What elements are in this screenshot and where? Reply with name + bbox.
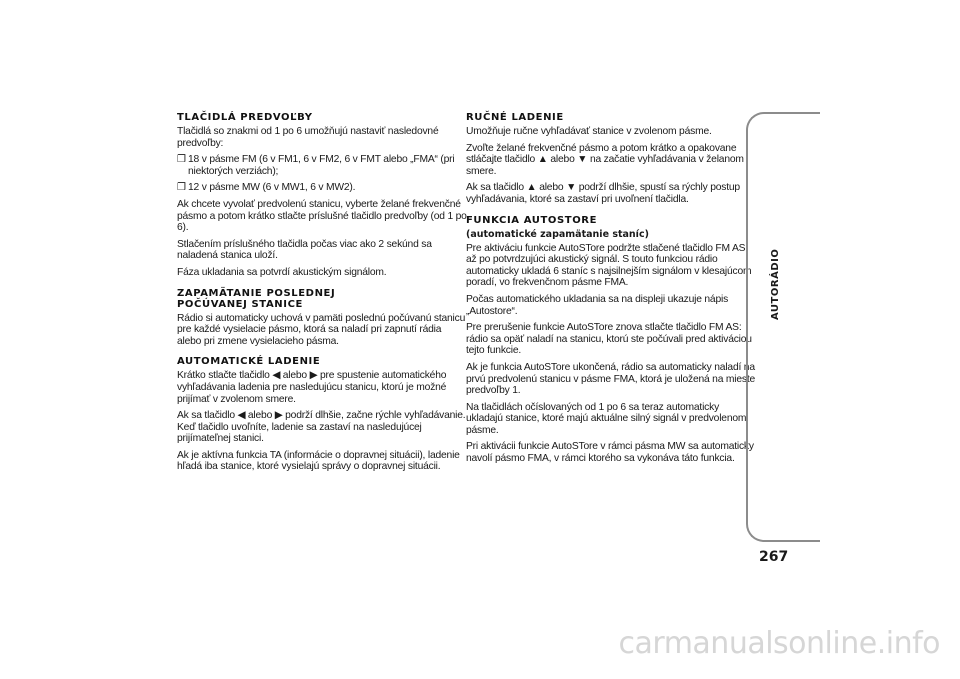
heading-memory-line-1: ZAPAMÄTANIE POSLEDNEJ — [177, 287, 336, 299]
auto-tuning-paragraph-1 — [177, 370, 467, 405]
down-arrow-icon: ▼ — [577, 154, 588, 166]
auto-tuning-p1-text-a: Krátko stlačte tlačidlo — [177, 370, 273, 382]
watermark: carmanualsonline.info — [618, 626, 940, 661]
autostore-paragraph-2: Počas automatického ukladania sa na displeji ukazuje nápis „Autostore“. — [466, 293, 729, 317]
heading-manual-tuning: RUČNÉ LADENIE — [466, 112, 564, 123]
manual-paragraph-2 — [466, 143, 756, 178]
right-arrow-icon: ▶ — [274, 410, 283, 422]
list-item — [177, 182, 467, 194]
left-arrow-icon: ◀ — [237, 410, 246, 422]
left-arrow-icon: ◀ — [272, 370, 281, 382]
autostore-paragraph-1: Pre aktiváciu funkcie AutoSTore podržte stlačené tlačidlo FM AS až po potvrdzujúci akustický signál. S touto funkciou rádio automaticky ukladá 6 staníc s najsilnejším signálom v klesajúcom poradí, vo frekvenčnom pásme FMA. — [466, 242, 752, 289]
section-manual-tuning — [466, 112, 756, 206]
manual-p2-text-b: alebo — [547, 154, 578, 166]
autostore-paragraph-4: Ak je funkcia AutoSTore ukončená, rádio sa automaticky naladí na prvú predvolenú stanicu v pásme FMA, ktorá je uložená na mieste predvoľby 1. — [466, 361, 756, 397]
section-presets — [177, 112, 467, 279]
manual-p2-text-a: Zvoľte želané frekvenčné pásmo a potom krátko a opakovane stláčajte tlačidlo — [466, 142, 737, 166]
presets-paragraph-4: Fáza ukladania sa potvrdí akustickým signálom. — [177, 266, 387, 278]
checkbox-bullet-icon: ❒ — [177, 182, 186, 194]
down-arrow-icon: ▼ — [566, 182, 577, 194]
manual-p3-text-b: alebo — [536, 182, 567, 194]
side-tab-label: AUTORÁDIO — [770, 248, 781, 320]
right-column — [466, 112, 756, 474]
manual-p2-text-c: na začatie vyhľadávania v želanom smere. — [466, 154, 744, 177]
checkbox-bullet-icon: ❒ — [177, 154, 186, 166]
auto-tuning-paragraph-2 — [177, 410, 467, 445]
autostore-paragraph-6: Pri aktivácii funkcie AutoSTore v rámci pásma MW sa automaticky navolí pásmo FMA, v rámci ktorého sa vykonáva táto funkcia. — [466, 441, 754, 465]
auto-tuning-p1-text-b: alebo — [280, 370, 310, 382]
presets-paragraph-1: Tlačidlá so znakmi od 1 po 6 umožňujú nastaviť nasledovné predvoľby: — [177, 126, 439, 149]
heading-memory-line-2: POČÚVANEJ STANICE — [177, 298, 303, 310]
bullet-text-fm: 18 v pásme FM (6 v FM1, 6 v FM2, 6 v FMT alebo „FMA“ (pri niektorých verziách); — [188, 154, 455, 177]
right-arrow-icon: ▶ — [309, 370, 318, 382]
manual-paragraph-3 — [466, 182, 756, 205]
page-number: 267 — [759, 549, 789, 565]
presets-paragraph-3: Stlačením príslušného tlačidla počas viac ako 2 sekúnd sa naladená stanica uloží. — [177, 238, 432, 262]
left-column — [177, 112, 467, 482]
up-arrow-icon: ▲ — [537, 154, 548, 166]
bullet-text-mw: 12 v pásme MW (6 v MW1, 6 v MW2). — [188, 182, 356, 194]
heading-memory — [177, 288, 467, 310]
manual-paragraph-1: Umožňuje ručne vyhľadávať stanice v zvolenom pásme. — [466, 126, 712, 137]
auto-tuning-p2-text-a: Ak sa tlačidlo — [177, 410, 238, 422]
autostore-paragraph-3: Pre prerušenie funkcie AutoSTore znova stlačte tlačidlo FM AS: rádio sa opäť naladí na stanicu, ktorú ste počúvali pred aktiváciou tejto funkcie. — [466, 322, 752, 357]
auto-tuning-paragraph-3: Ak je aktívna funkcia TA (informácie o dopravnej situácii), ladenie hľadá iba stanice, ktoré vysielajú správy o dopravnej situácii. — [177, 449, 460, 473]
memory-paragraph-1: Rádio si automaticky uchová v pamäti poslednú počúvanú stanicu pre každé vysielacie pásmo, ktorá sa naladí pri zapnutí rádia alebo pri zmene vysielacieho pásma. — [177, 312, 466, 347]
subheading-autostore: (automatické zapamätanie staníc) — [466, 228, 649, 240]
side-tab-frame — [746, 112, 820, 542]
auto-tuning-p1-text-c: pre spustenie automatického vyhľadávania ladenia pre nasledujúcu stanicu, ktorú je možné prijímať v zvolenom smere. — [177, 370, 447, 405]
auto-tuning-p2-text-c: podrží dlhšie, začne rýchle vyhľadávanie. Keď tlačidlo uvoľníte, ladenie sa zastaví na nasledujúcej prijímateľnej stanici. — [177, 410, 466, 445]
autostore-paragraph-5: Na tlačidlách očíslovaných od 1 po 6 sa teraz automaticky ukladajú stanice, ktoré majú aktuálne silný signál v predvolenom pásme. — [466, 401, 747, 436]
section-automatic-tuning — [177, 356, 467, 473]
heading-autostore: FUNKCIA AUTOSTORE — [466, 214, 598, 226]
heading-auto-tuning: AUTOMATICKÉ LADENIE — [177, 356, 321, 368]
list-item — [177, 154, 467, 177]
up-arrow-icon: ▲ — [526, 182, 537, 194]
auto-tuning-p2-text-b: alebo — [245, 410, 275, 422]
section-autostore — [466, 215, 756, 465]
heading-presets: TLAČIDLÁ PREDVOĽBY — [177, 112, 313, 123]
presets-paragraph-2: Ak chcete vyvolať predvolenú stanicu, vyberte želané frekvenčné pásmo a potom krátko stlačte príslušné tlačidlo predvoľby (od 1 po 6). — [177, 198, 467, 234]
manual-p3-text-c: podrží dlhšie, spustí sa rýchly postup vyhľadávania, ktoré sa zastaví pri uvoľnení tlačidla. — [466, 182, 740, 205]
section-last-station-memory — [177, 288, 467, 348]
manual-p3-text-a: Ak sa tlačidlo — [466, 182, 527, 194]
